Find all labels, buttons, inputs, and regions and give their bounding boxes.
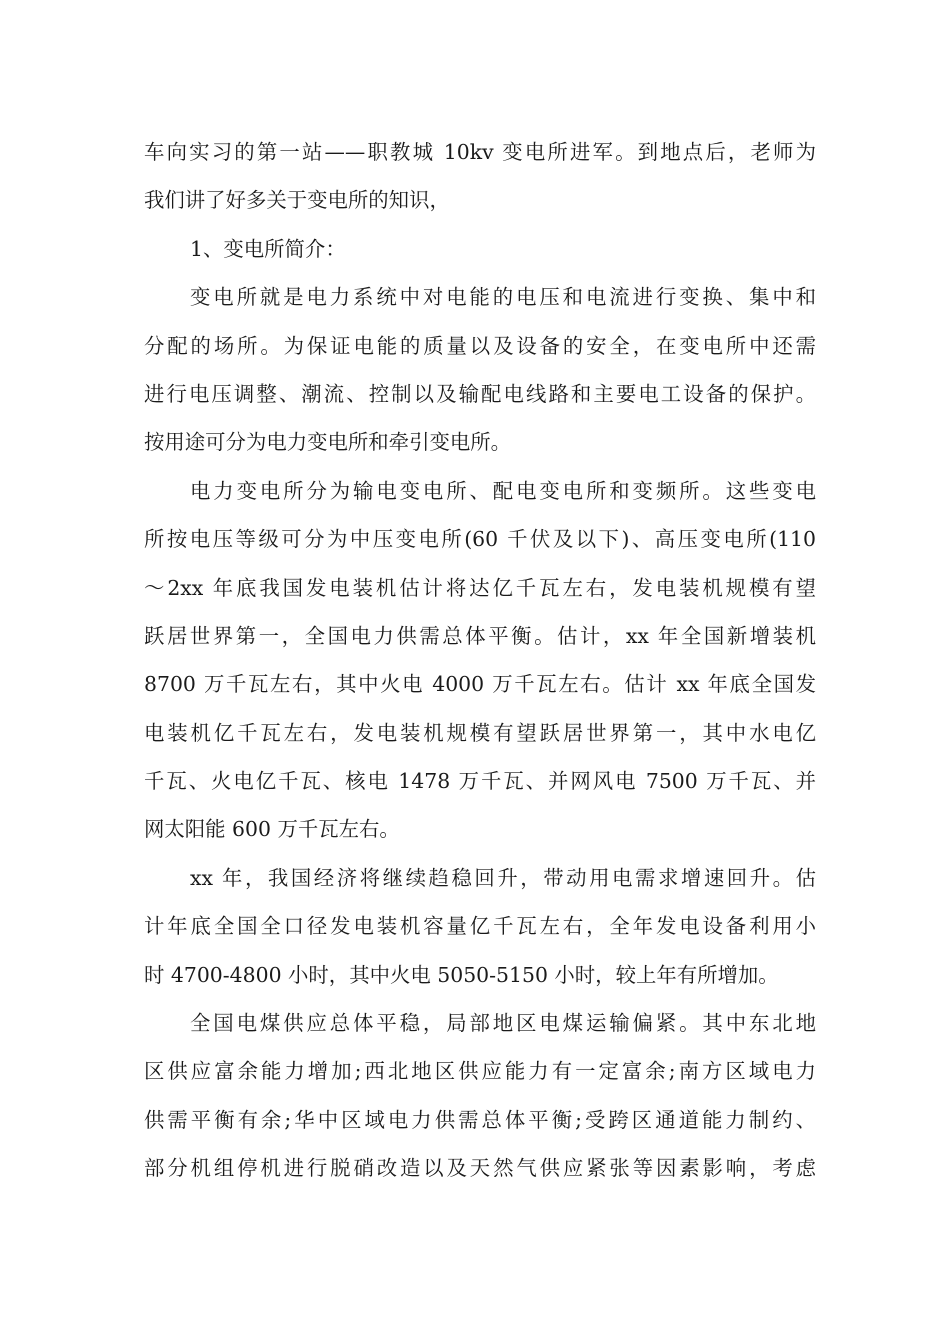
text-line: 进行电压调整、潮流、控制以及输配电线路和主要电工设备的保护。 [144, 381, 816, 406]
text-line: 计年底全国全口径发电装机容量亿千瓦左右，全年发电设备利用小 [144, 914, 816, 939]
text-line: 供需平衡有余;华中区域电力供需总体平衡;受跨区通道能力制约、 [144, 1107, 816, 1132]
text-line: 变电所就是电力系统中对电能的电压和电流进行变换、集中和 [190, 285, 816, 310]
text-line: 1、变电所简介： [190, 236, 346, 261]
text-line: 部分机组停机进行脱硝改造以及天然气供应紧张等因素影响，考虑 [144, 1156, 816, 1181]
text-line: 我们讲了好多关于变电所的知识， [144, 188, 450, 213]
text-line: 跃居世界第一，全国电力供需总体平衡。估计，xx 年全国新增装机 [144, 623, 816, 648]
document-body [144, 128, 816, 1193]
text-line: 车向实习的第一站——职教城 10kv 变电所进军。到地点后，老师为 [144, 140, 816, 164]
paragraph [144, 273, 816, 467]
paragraph [144, 467, 816, 854]
paragraph [144, 128, 816, 225]
section-heading [144, 225, 816, 273]
text-line: 全国电煤供应总体平稳，局部地区电煤运输偏紧。其中东北地 [190, 1011, 816, 1036]
text-line: 电装机亿千瓦左右，发电装机规模有望跃居世界第一，其中水电亿 [144, 720, 816, 745]
paragraph [144, 999, 816, 1193]
text-line: ～2xx 年底我国发电装机估计将达亿千瓦左右，发电装机规模有望 [144, 575, 816, 600]
text-line: 分配的场所。为保证电能的质量以及设备的安全，在变电所中还需 [144, 333, 816, 358]
text-line: 所按电压等级可分为中压变电所(60 千伏及以下)、高压变电所(110 [144, 527, 816, 552]
text-line: 8700 万千瓦左右，其中火电 4000 万千瓦左右。估计 xx 年底全国发 [144, 672, 816, 697]
paragraph [144, 854, 816, 999]
text-line: 按用途可分为电力变电所和牵引变电所。 [144, 430, 512, 455]
text-line: 网太阳能 600 万千瓦左右。 [144, 817, 400, 842]
text-line: 时 4700-4800 小时，其中火电 5050-5150 小时，较上年有所增加。 [144, 962, 779, 987]
text-line: 千瓦、火电亿千瓦、核电 1478 万千瓦、并网风电 7500 万千瓦、并 [144, 769, 816, 794]
text-line: 区供应富余能力增加;西北地区供应能力有一定富余;南方区域电力 [144, 1059, 816, 1084]
text-line: 电力变电所分为输电变电所、配电变电所和变频所。这些变电 [190, 478, 816, 503]
text-line: xx 年，我国经济将继续趋稳回升，带动用电需求增速回升。估 [190, 865, 816, 890]
